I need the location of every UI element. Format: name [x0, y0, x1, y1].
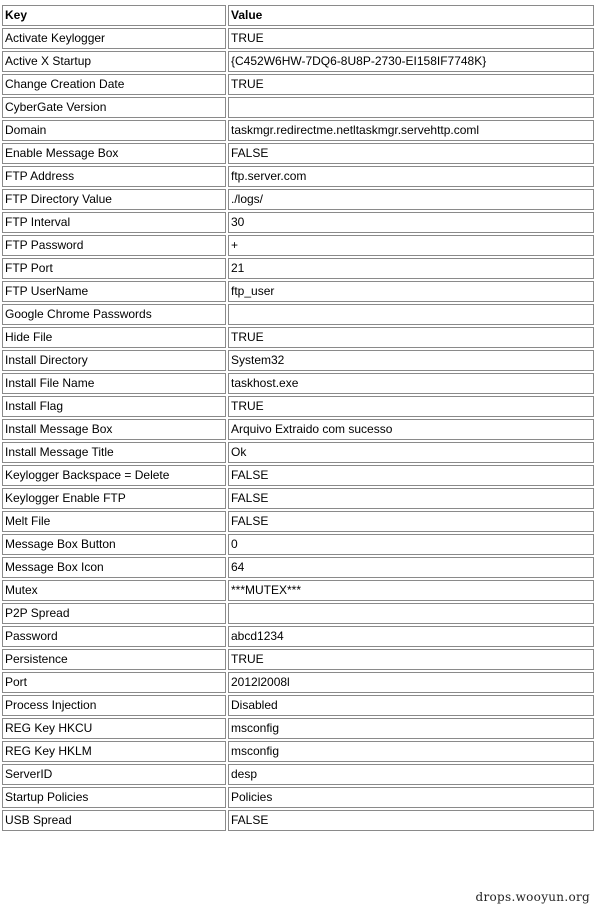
- table-row: [2, 304, 594, 325]
- value-cell: abcd1234: [228, 626, 594, 647]
- key-cell: Persistence: [2, 649, 226, 670]
- table-row: [2, 28, 594, 49]
- table-row: [2, 534, 594, 555]
- key-cell: Keylogger Enable FTP: [2, 488, 226, 509]
- value-cell: TRUE: [228, 28, 594, 49]
- table-row: [2, 74, 594, 95]
- table-row: [2, 764, 594, 785]
- key-cell: Keylogger Backspace = Delete: [2, 465, 226, 486]
- table-row: [2, 396, 594, 417]
- key-cell: Process Injection: [2, 695, 226, 716]
- table-row: [2, 419, 594, 440]
- value-cell: FALSE: [228, 143, 594, 164]
- key-cell: Hide File: [2, 327, 226, 348]
- table-row: [2, 718, 594, 739]
- value-cell: FALSE: [228, 810, 594, 831]
- value-cell: 0: [228, 534, 594, 555]
- key-cell: Mutex: [2, 580, 226, 601]
- table-row: [2, 672, 594, 693]
- key-cell: Domain: [2, 120, 226, 141]
- value-cell: desp: [228, 764, 594, 785]
- key-cell: FTP Address: [2, 166, 226, 187]
- table-header-row: [2, 5, 594, 26]
- key-cell: Password: [2, 626, 226, 647]
- table-row: [2, 557, 594, 578]
- key-cell: Install Flag: [2, 396, 226, 417]
- table-row: [2, 281, 594, 302]
- table-row: [2, 626, 594, 647]
- key-column-header: Key: [2, 5, 226, 26]
- value-cell: +: [228, 235, 594, 256]
- key-cell: Port: [2, 672, 226, 693]
- table-row: [2, 810, 594, 831]
- table-row: [2, 442, 594, 463]
- value-cell: msconfig: [228, 718, 594, 739]
- table-row: [2, 189, 594, 210]
- value-cell: TRUE: [228, 649, 594, 670]
- value-column-header: Value: [228, 5, 594, 26]
- key-cell: ServerID: [2, 764, 226, 785]
- key-cell: Startup Policies: [2, 787, 226, 808]
- value-cell: taskmgr.redirectme.netltaskmgr.servehttp.coml: [228, 120, 594, 141]
- value-cell: Disabled: [228, 695, 594, 716]
- key-cell: Activate Keylogger: [2, 28, 226, 49]
- value-cell: msconfig: [228, 741, 594, 762]
- value-cell: [228, 304, 594, 325]
- value-cell: ftp_user: [228, 281, 594, 302]
- value-cell: 64: [228, 557, 594, 578]
- table-row: [2, 235, 594, 256]
- value-cell: [228, 603, 594, 624]
- value-cell: ***MUTEX***: [228, 580, 594, 601]
- value-cell: Policies: [228, 787, 594, 808]
- value-cell: FALSE: [228, 465, 594, 486]
- table-body: [2, 28, 594, 831]
- value-cell: Ok: [228, 442, 594, 463]
- table-row: [2, 166, 594, 187]
- value-cell: TRUE: [228, 396, 594, 417]
- table-row: [2, 350, 594, 371]
- watermark: drops.wooyun.org: [475, 890, 590, 904]
- value-cell: {C452W6HW-7DQ6-8U8P-2730-EI158IF7748K}: [228, 51, 594, 72]
- table-row: [2, 373, 594, 394]
- table-row: [2, 97, 594, 118]
- value-cell: [228, 97, 594, 118]
- key-cell: REG Key HKCU: [2, 718, 226, 739]
- key-cell: FTP UserName: [2, 281, 226, 302]
- table-row: [2, 741, 594, 762]
- table-row: [2, 695, 594, 716]
- table-row: [2, 51, 594, 72]
- key-cell: Install File Name: [2, 373, 226, 394]
- key-cell: USB Spread: [2, 810, 226, 831]
- key-cell: Install Message Title: [2, 442, 226, 463]
- table-row: [2, 580, 594, 601]
- value-cell: 21: [228, 258, 594, 279]
- key-cell: Change Creation Date: [2, 74, 226, 95]
- value-cell: taskhost.exe: [228, 373, 594, 394]
- key-cell: FTP Interval: [2, 212, 226, 233]
- value-cell: System32: [228, 350, 594, 371]
- table-row: [2, 120, 594, 141]
- key-cell: Install Message Box: [2, 419, 226, 440]
- key-cell: REG Key HKLM: [2, 741, 226, 762]
- value-cell: 30: [228, 212, 594, 233]
- table-row: [2, 465, 594, 486]
- key-cell: Message Box Button: [2, 534, 226, 555]
- value-cell: TRUE: [228, 74, 594, 95]
- key-cell: Google Chrome Passwords: [2, 304, 226, 325]
- key-cell: FTP Directory Value: [2, 189, 226, 210]
- value-cell: FALSE: [228, 511, 594, 532]
- table-row: [2, 143, 594, 164]
- key-cell: Melt File: [2, 511, 226, 532]
- value-cell: FALSE: [228, 488, 594, 509]
- table-row: [2, 327, 594, 348]
- key-cell: Enable Message Box: [2, 143, 226, 164]
- key-cell: Install Directory: [2, 350, 226, 371]
- key-cell: FTP Password: [2, 235, 226, 256]
- key-cell: CyberGate Version: [2, 97, 226, 118]
- value-cell: Arquivo Extraido com sucesso: [228, 419, 594, 440]
- key-cell: P2P Spread: [2, 603, 226, 624]
- config-table: [0, 3, 596, 833]
- key-cell: Active X Startup: [2, 51, 226, 72]
- table-row: [2, 511, 594, 532]
- key-cell: FTP Port: [2, 258, 226, 279]
- value-cell: TRUE: [228, 327, 594, 348]
- value-cell: ftp.server.com: [228, 166, 594, 187]
- value-cell: 2012l2008l: [228, 672, 594, 693]
- table-row: [2, 212, 594, 233]
- table-row: [2, 488, 594, 509]
- key-cell: Message Box Icon: [2, 557, 226, 578]
- table-row: [2, 258, 594, 279]
- table-row: [2, 787, 594, 808]
- value-cell: ./logs/: [228, 189, 594, 210]
- table-row: [2, 603, 594, 624]
- table-row: [2, 649, 594, 670]
